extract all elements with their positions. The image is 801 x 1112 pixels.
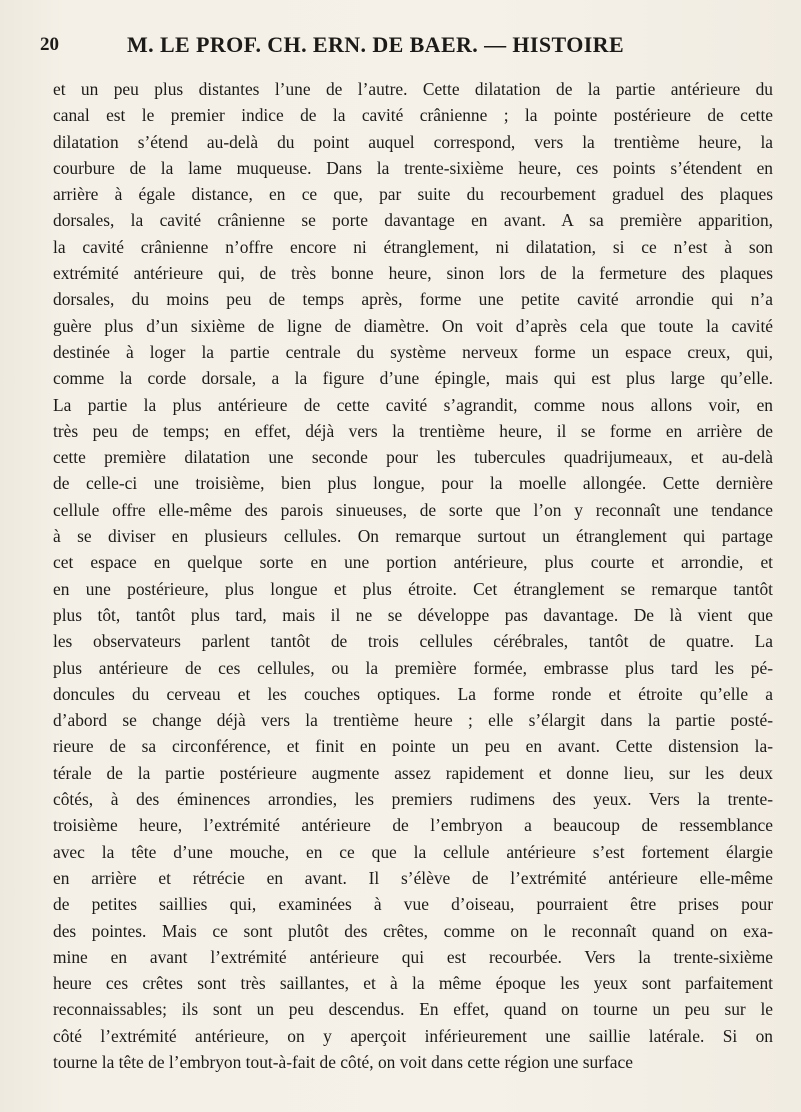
text-line: à se diviser en plusieurs cellules. On remarque surtout un étranglement qui partage xyxy=(53,526,773,547)
text-line: troisième heure, l’extrémité antérieure de l’embryon a beaucoup de ressemblance xyxy=(53,815,773,836)
text-line: de petites saillies qui, examinées à vue d’oiseau, pourraient être prises pour xyxy=(53,894,773,915)
text-line: cellule offre elle-même des parois sinueuses, de sorte que l’on y reconnaît une tendance xyxy=(53,499,773,520)
text-line: d’abord se change déjà vers la trentième heure ; elle s’élargit dans la partie posté- xyxy=(53,710,773,731)
text-line: de celle-ci une troisième, bien plus longue, pour la moelle allongée. Cette dernière xyxy=(53,473,773,494)
text-line: des pointes. Mais ce sont plutôt des crêtes, comme on le reconnaît quand on exa- xyxy=(53,920,773,941)
text-line: térale de la partie postérieure augmente assez rapidement et donne lieu, sur les deux xyxy=(53,762,773,783)
text-line: tourne la tête de l’embryon tout-à-fait de côté, on voit dans cette région une surface xyxy=(53,1051,633,1072)
text-line: cette première dilatation une seconde pour les tubercules quadrijumeaux, et au-delà xyxy=(53,447,773,468)
text-line: arrière à égale distance, en ce que, par suite du recourbement graduel des plaques xyxy=(53,184,773,205)
text-line: et un peu plus distantes l’une de l’autre. Cette dilatation de la partie antérieure du xyxy=(53,79,773,99)
text-line: dilatation s’étend au-delà du point auquel correspond, vers la trentième heure, la xyxy=(53,131,773,152)
text-line: avec la tête d’une mouche, en ce que la cellule antérieure s’est fortement élargie xyxy=(53,841,773,862)
text-line: extrémité antérieure qui, de très bonne heure, sinon lors de la fermeture des plaques xyxy=(53,263,773,284)
text-line: la cavité crânienne n’offre encore ni étranglement, ni dilatation, si ce n’est à son xyxy=(53,236,773,257)
text-line: dorsales, la cavité crânienne se porte davantage en avant. A sa première apparition, xyxy=(53,210,773,231)
running-header xyxy=(40,32,770,62)
text-line: rieure de sa circonférence, et finit en pointe un peu en avant. Cette distension la- xyxy=(53,736,773,757)
text-line: en arrière et rétrécie en avant. Il s’élève de l’extrémité antérieure elle-même xyxy=(53,867,773,888)
text-line: en une postérieure, plus longue et plus étroite. Cet étranglement se remarque tantôt xyxy=(53,578,773,599)
running-title: M. LE PROF. CH. ERN. DE BAER. — HISTOIRE xyxy=(127,32,625,57)
text-line: dorsales, du moins peu de temps après, forme une petite cavité arrondie qui n’a xyxy=(53,289,773,310)
text-line: La partie la plus antérieure de cette cavité s’agrandit, comme nous allons voir, en xyxy=(53,394,773,415)
text-line: courbure de la lame muqueuse. Dans la trente-sixième heure, ces points s’étendent en xyxy=(53,157,773,178)
text-line: plus antérieure de ces cellules, ou la première formée, embrasse plus tard les pé- xyxy=(53,657,773,678)
text-line: comme la corde dorsale, a la figure d’une épingle, mais qui est plus large qu’elle. xyxy=(53,368,773,389)
text-line: destinée à loger la partie centrale du système nerveux forme un espace creux, qui, xyxy=(53,341,773,362)
text-line: doncules du cerveau et les couches optiques. La forme ronde et étroite qu’elle a xyxy=(53,683,773,704)
text-line: côté l’extrémité antérieure, on y aperçoit inférieurement une saillie latérale. Si on xyxy=(53,1025,773,1046)
text-line: guère plus d’un sixième de ligne de diamètre. On voit d’après cela que toute la cavité xyxy=(53,315,773,336)
text-line: plus tôt, tantôt plus tard, mais il ne se développe pas davantage. De là vient que xyxy=(53,604,773,625)
text-line: cet espace en quelque sorte en une portion antérieure, plus courte et arrondie, et xyxy=(53,552,773,573)
text-line: les observateurs parlent tantôt de trois cellules cérébrales, tantôt de quatre. La xyxy=(53,631,773,652)
text-line: mine en avant l’extrémité antérieure qui est recourbée. Vers la trente-sixième xyxy=(53,946,773,967)
text-line: très peu de temps; en effet, déjà vers la trentième heure, il se forme en arrière de xyxy=(53,420,773,441)
page-number: 20 xyxy=(40,34,59,55)
text-line: heure ces crêtes sont très saillantes, et à la même époque les yeux sont parfaitement xyxy=(53,973,773,994)
text-line: côtés, à des éminences arrondies, les premiers rudimens des yeux. Vers la trente- xyxy=(53,789,773,810)
body-paragraph xyxy=(53,76,773,1075)
text-line: reconnaissables; ils sont un peu descendus. En effet, quand on tourne un peu sur le xyxy=(53,999,773,1020)
text-line: canal est le premier indice de la cavité crânienne ; la pointe postérieure de cette xyxy=(53,105,773,126)
